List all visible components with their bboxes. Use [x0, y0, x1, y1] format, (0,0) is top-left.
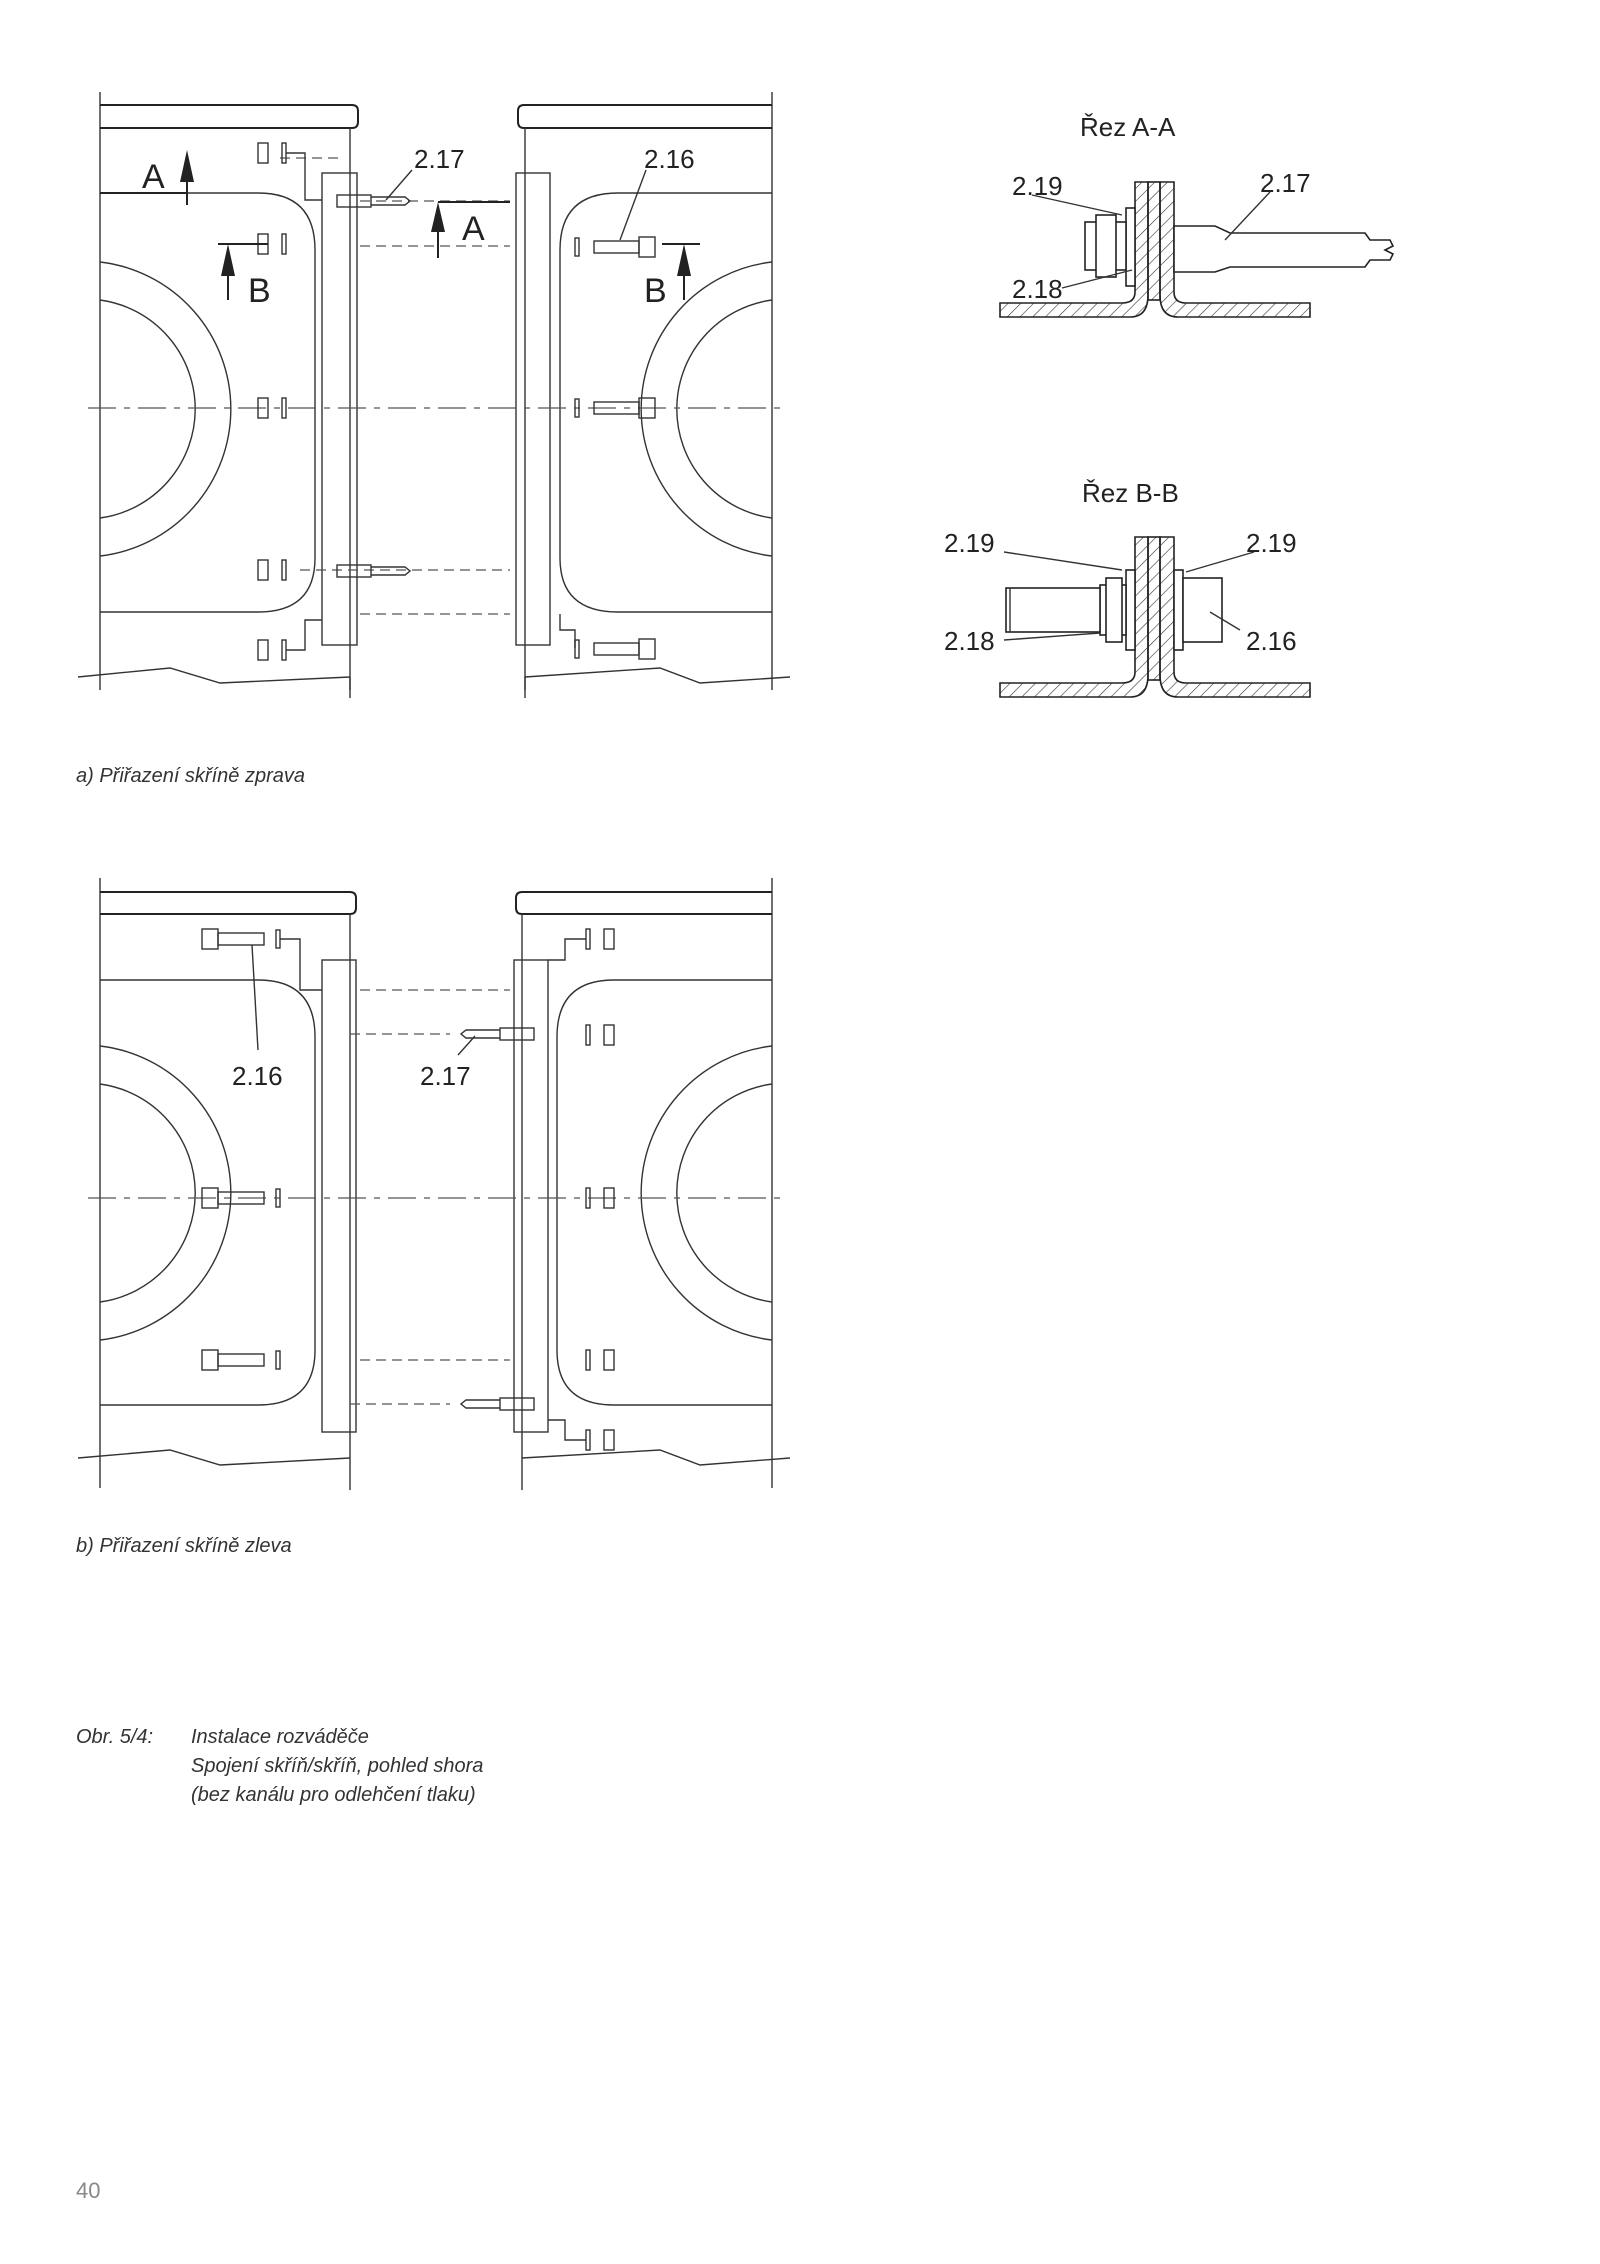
section-mark-b-right: B [644, 272, 667, 310]
figure-a-drawing [78, 92, 790, 698]
figure-caption-line-1: Instalace rozváděče [191, 1726, 369, 1748]
label-bb-2-16: 2.16 [1246, 626, 1297, 656]
figure-a-caption: a) Přiřazení skříně zprava [76, 765, 305, 787]
section-aa-title: Řez A-A [1080, 112, 1176, 142]
section-mark-a-left: A [142, 158, 165, 196]
bolt-2-16-left [202, 929, 280, 1370]
page-number: 40 [76, 2178, 101, 2203]
nut-washer-group-right [586, 929, 614, 1450]
label-fig-a-2-16: 2.16 [644, 144, 695, 174]
nut-washer-group [258, 143, 286, 660]
figure-b-drawing [78, 878, 790, 1490]
label-bb-2-19-left: 2.19 [944, 528, 995, 558]
label-fig-b-2-17: 2.17 [420, 1061, 471, 1091]
label-fig-a-2-17: 2.17 [414, 144, 465, 174]
label-bb-2-19-right: 2.19 [1246, 528, 1297, 558]
pin-2-17-fig-b [461, 1028, 534, 1410]
section-mark-a-right: A [462, 210, 485, 248]
section-mark-b-left: B [248, 272, 271, 310]
pin-2-17 [337, 195, 410, 577]
label-fig-b-2-16: 2.16 [232, 1061, 283, 1091]
bolt-2-16 [575, 237, 655, 659]
figure-b-caption: b) Přiřazení skříně zleva [76, 1535, 292, 1557]
section-bb-drawing [944, 478, 1310, 697]
figure-caption [76, 1723, 676, 1823]
figure-caption-line-2: Spojení skříň/skříň, pohled shora [191, 1755, 484, 1777]
label-bb-2-18: 2.18 [944, 626, 995, 656]
figure-number: Obr. 5/4: [76, 1726, 154, 1748]
label-aa-2-19: 2.19 [1012, 171, 1063, 201]
section-bb-title: Řez B-B [1082, 478, 1179, 508]
label-aa-2-17: 2.17 [1260, 168, 1311, 198]
label-aa-2-18: 2.18 [1012, 274, 1063, 304]
section-aa-drawing [1000, 112, 1393, 317]
figure-caption-line-3: (bez kanálu pro odlehčení tlaku) [191, 1784, 476, 1806]
